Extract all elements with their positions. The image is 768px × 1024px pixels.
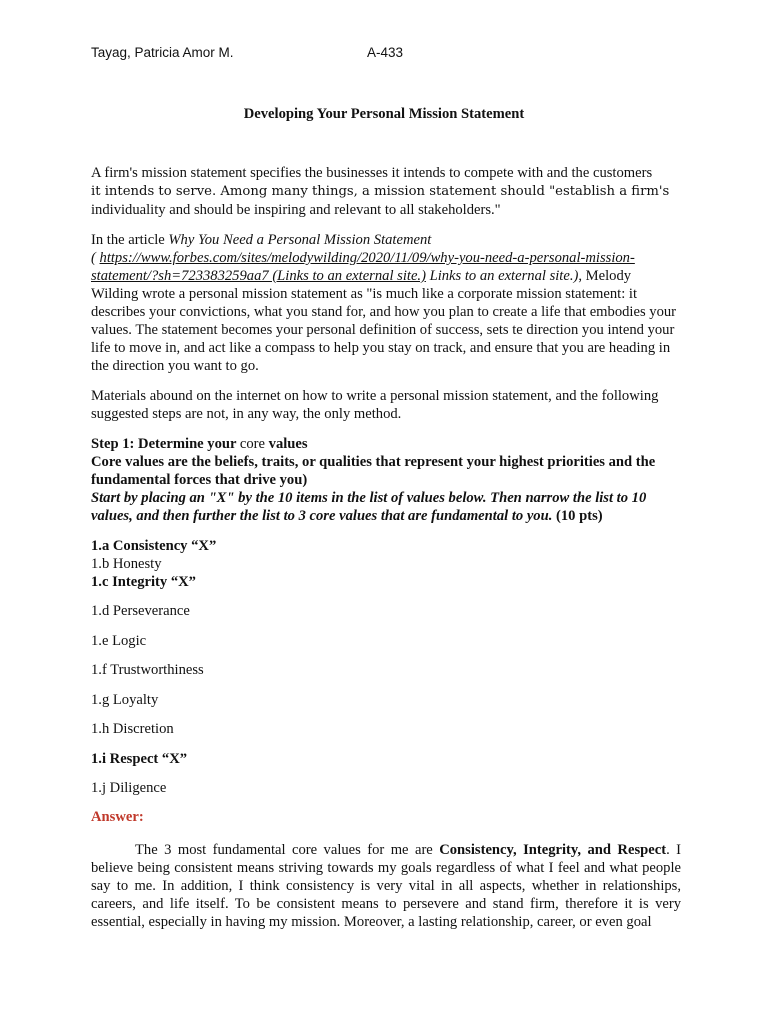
student-name: Tayag, Patricia Amor M. (91, 45, 234, 60)
list-item: 1.c Integrity “X” (91, 574, 196, 590)
intro-line-2: it intends to serve. Among many things, a mission statement should "establish a firm's (91, 184, 670, 199)
answer-body: . I believe being consistent means striving towards my goals regardless of what I feel and what people say to me. In addition, I think consistency is very vital in all aspects, whether in relationships, careers, and life itself. To be consistent means to persevere and stand firm, therefore it is very essential, especially in having my mission. Moreover, a lasting relationship, career, or even goal (91, 842, 681, 930)
intro-paragraph (91, 164, 681, 219)
answer-core-values: Consistency, Integrity, and Respect (439, 842, 667, 858)
step1-instruction-text: Start by placing an "X" by the 10 items in the list of values below. Then narrow the list to 10 values, and then further the list to 3 core values that are fundamental to you. (91, 490, 647, 524)
step1-points: (10 pts) (552, 508, 603, 524)
article-prefix: In the article (91, 232, 169, 248)
document-body (91, 164, 681, 931)
list-item: 1.j Diligence (91, 780, 167, 796)
materials-paragraph: Materials abound on the internet on how to write a personal mission statement, and the following suggested steps are not, in any way, the only method. (91, 388, 659, 422)
link-suffix: Links to an external site.) (425, 268, 579, 284)
list-item: 1.b Honesty (91, 556, 162, 572)
step1-heading-c: values (265, 436, 308, 452)
list-item: 1.h Discretion (91, 721, 174, 737)
list-item: 1.d Perseverance (91, 603, 190, 619)
link-open: ( (91, 250, 100, 266)
step1-heading-a: Step 1: Determine your (91, 436, 240, 452)
article-title: Why You Need a Personal Mission Statement (168, 232, 432, 248)
document-title: Developing Your Personal Mission Statement (243, 106, 525, 122)
article-paragraph (91, 231, 681, 375)
answer-lead: The 3 most fundamental core values for me are (135, 842, 440, 858)
list-item: 1.g Loyalty (91, 692, 159, 708)
intro-line-1: A firm's mission statement specifies the businesses it intends to compete with and the customers (91, 165, 653, 181)
list-item: 1.i Respect “X” (91, 751, 188, 767)
article-link[interactable]: https://www.forbes.com/sites/melodywilding/2020/11/09/why-you-need-a-personal-mission-statement/?sh=723383259aa7 (Links to an external site.) (91, 250, 635, 284)
answer-paragraph (91, 841, 681, 931)
intro-line-3: individuality and should be inspiring and relevant to all stakeholders." (91, 202, 501, 218)
list-item: 1.e Logic (91, 633, 147, 649)
step1-description: Core values are the beliefs, traits, or qualities that represent your highest priorities and the fundamental forces that drive you) (91, 454, 656, 488)
list-item: 1.a Consistency “X” (91, 538, 217, 554)
list-item: 1.f Trustworthiness (91, 662, 204, 678)
step1-instruction (91, 489, 681, 525)
section-code: A-433 (367, 45, 404, 60)
answer-label: Answer: (91, 809, 144, 825)
step1-heading-b: core (239, 436, 266, 452)
step1-heading (91, 435, 681, 453)
values-list (91, 537, 681, 797)
article-body: , Melody Wilding wrote a personal mission statement as "is much like a corporate mission statement: it describes your convictions, what you stand for, and how you plan to create a life that embodies your values. The statement becomes your personal definition of success, sets te direction you intend your life to move in, and act like a compass to help you stay on track, and ensure that you are heading in the direction you want to go. (91, 268, 677, 374)
